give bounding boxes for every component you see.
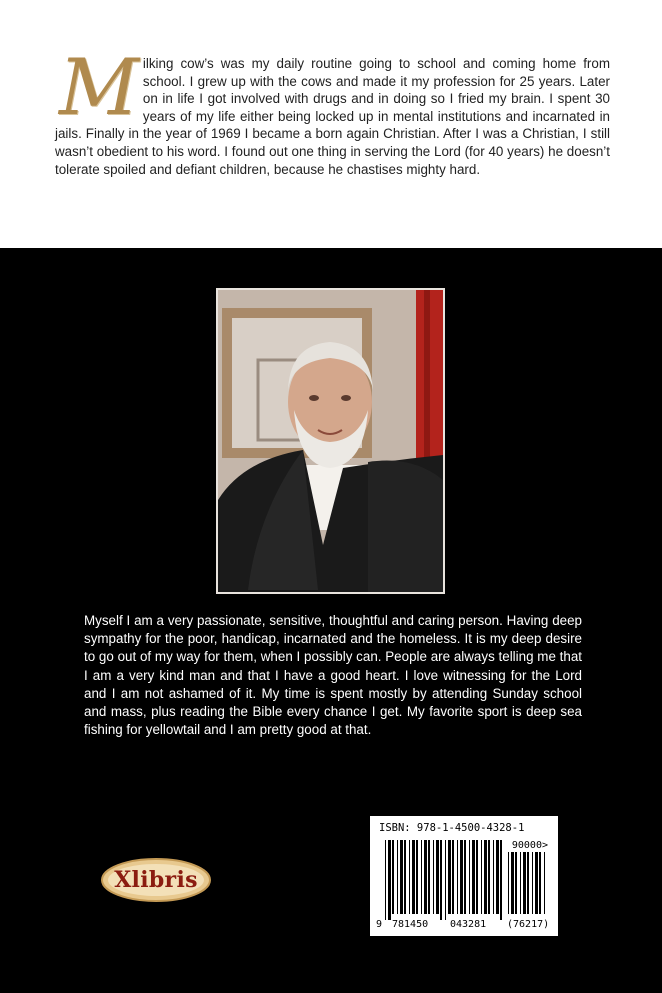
intro-paragraph	[55, 43, 610, 178]
barcode-bar	[484, 840, 487, 914]
barcode-bar	[481, 840, 482, 914]
barcode-bar	[532, 852, 533, 914]
barcode-bar	[511, 852, 514, 914]
barcode-bar	[460, 840, 463, 914]
barcode-first-digit: 9	[376, 919, 383, 930]
barcode-bar	[452, 840, 454, 914]
author-bio: Myself I am a very passionate, sensitive, thoughtful and caring person. Having deep sympathy for the poor, handicap, incarnated and the homeless. It is my deep desire to go out of my way for them, when I possibly can. People are always telling me that I am a very kind man and that I have a good heart. I love witnessing for the Lord and I am not ashamed of it. My time is spent mostly by attending Sunday school and mass, plus reading the Bible every chance I get. My favorite sport is deep sea fishing for yellowtail and I am pretty good at that.	[84, 613, 582, 738]
barcode-bar	[515, 852, 517, 914]
xlibris-logo	[100, 857, 212, 903]
barcode-bar	[520, 852, 521, 914]
barcode-bar	[416, 840, 418, 914]
barcode-bar	[539, 852, 541, 914]
barcode-bar	[397, 840, 398, 914]
isbn-barcode	[370, 816, 558, 936]
barcode-bar	[392, 840, 394, 914]
top-white-panel	[0, 0, 662, 248]
barcode-addon-digits: (76217)	[507, 919, 550, 930]
ean13-bars	[385, 840, 503, 920]
barcode-bar	[535, 852, 538, 914]
barcode-bar	[493, 840, 494, 914]
isbn-label: ISBN: 978-1-4500-4328-1	[379, 822, 525, 834]
barcode-bar	[508, 852, 509, 914]
barcode-bar	[448, 840, 451, 914]
barcode-right-digits: 043281	[450, 919, 487, 930]
barcode-bar	[469, 840, 470, 914]
barcode-bar	[436, 840, 439, 914]
barcode-bar	[404, 840, 406, 914]
barcode-bar	[412, 840, 415, 914]
addon-bars	[508, 852, 546, 920]
barcode-bar	[457, 840, 458, 914]
barcode-bar	[544, 852, 545, 914]
barcode-bar	[464, 840, 466, 914]
price-code: 90000>	[511, 840, 548, 851]
barcode-bar	[428, 840, 430, 914]
barcode-bar	[523, 852, 526, 914]
barcode-bar	[433, 840, 434, 914]
barcode-bar	[488, 840, 490, 914]
drop-cap-letter: M	[59, 43, 139, 133]
logo-text: Xlibris	[114, 867, 198, 893]
intro-text: ilking cow’s was my daily routine going to school and coming home from school. I grew up with the cows and made it my profession for 25 years. Later on in life I got involved with drugs and in doing so I fried my brain. I spent 30 years of my life either being locked up in mental institutions and incarnated in jails. Finally in the year of 1969 I became a born again Christian. After I was a Christian, I still wasn’t obedient to his word. I found out one thing in serving the Lord (for 40 years) he doesn’t tolerate spoiled and defiant children, because he chastises mighty hard.	[55, 56, 610, 177]
barcode-bar	[445, 840, 446, 920]
barcode-bar	[409, 840, 410, 914]
barcode-bar	[472, 840, 475, 914]
barcode-bar	[385, 840, 386, 920]
barcode-bar	[421, 840, 422, 914]
barcode-bar	[400, 840, 403, 914]
barcode-bar	[476, 840, 478, 914]
author-photo	[216, 288, 445, 594]
barcode-left-digits: 781450	[392, 919, 429, 930]
barcode-bar	[500, 840, 502, 920]
barcode-bar	[527, 852, 529, 914]
barcode-bar	[440, 840, 442, 920]
barcode-bar	[388, 840, 391, 920]
barcode-bar	[496, 840, 499, 914]
barcode-bar	[424, 840, 427, 914]
author-portrait-illustration	[218, 290, 443, 592]
